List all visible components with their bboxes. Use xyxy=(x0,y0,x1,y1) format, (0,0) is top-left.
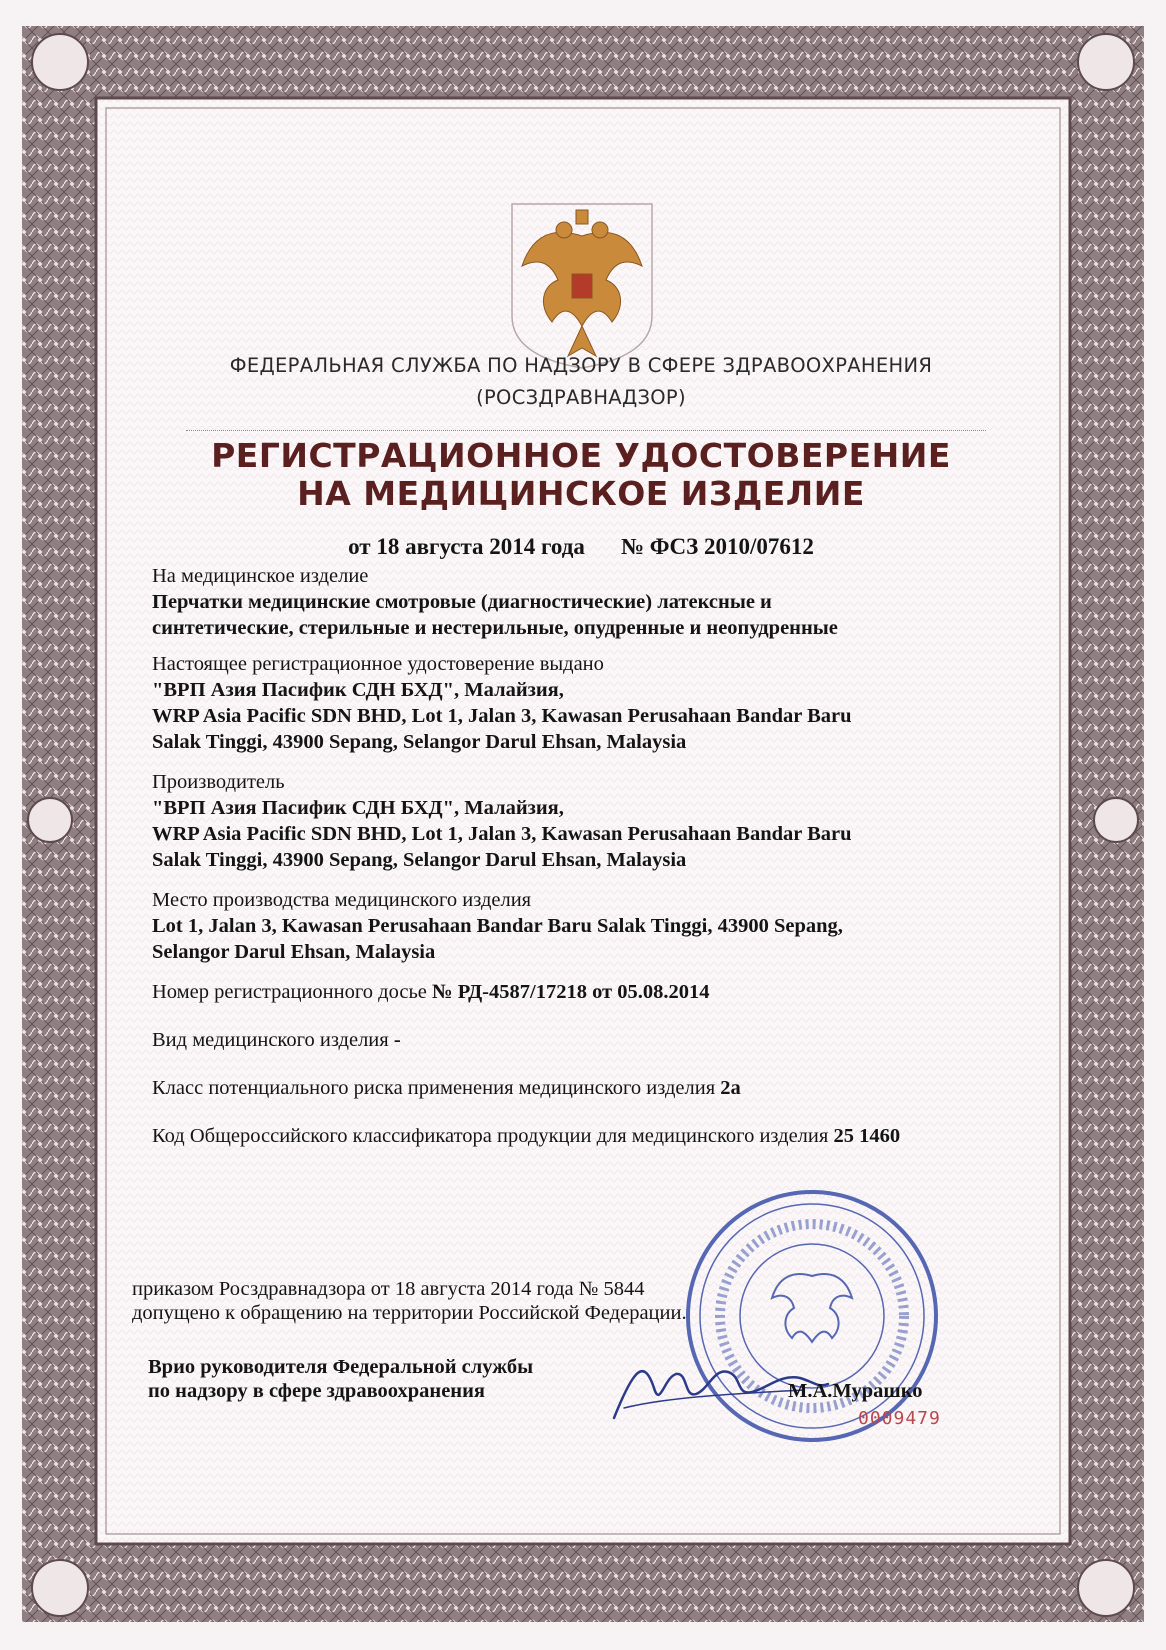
risk-class-value: 2а xyxy=(720,1077,741,1099)
device-label: На медицинское изделие xyxy=(152,565,369,587)
risk-class-label: Класс потенциального риска применения медицинского изделия xyxy=(152,1077,721,1099)
device-name-line1: Перчатки медицинские смотровые (диагностические) латексные и xyxy=(152,591,772,613)
production-site-line1: Lot 1, Jalan 3, Kawasan Perusahaan Bandar Baru Salak Tinggi, 43900 Sepang, xyxy=(152,915,843,937)
okp-code-label: Код Общероссийского классификатора продукции для медицинского изделия xyxy=(152,1125,834,1147)
document-subtitle: НА МЕДИЦИНСКОЕ ИЗДЕЛИЕ xyxy=(297,474,865,513)
holder-line2: WRP Asia Pacific SDN BHD, Lot 1, Jalan 3, Kawasan Perusahaan Bandar Baru xyxy=(152,705,852,727)
device-type-label: Вид медицинского изделия xyxy=(152,1029,394,1051)
holder-line3: Salak Tinggi, 43900 Sepang, Selangor Darul Ehsan, Malaysia xyxy=(152,731,687,753)
order-line2: допущено к обращению на территории Российской Федерации. xyxy=(132,1302,687,1324)
signatory-position-line2: по надзору в сфере здравоохранения xyxy=(148,1380,486,1402)
bottom-block xyxy=(116,118,1046,1518)
signatory-position-line1: Врио руководителя Федеральной службы xyxy=(148,1356,534,1378)
agency-name: ФЕДЕРАЛЬНАЯ СЛУЖБА ПО НАДЗОРУ В СФЕРЕ ЗДРАВООХРАНЕНИЯ xyxy=(229,354,933,377)
order-line1: приказом Росздравнадзора от 18 августа 2014 года № 5844 xyxy=(132,1278,645,1300)
manufacturer-line3: Salak Tinggi, 43900 Sepang, Selangor Darul Ehsan, Malaysia xyxy=(152,849,687,871)
device-type-value: - xyxy=(393,1029,401,1051)
issue-date: от 18 августа 2014 года xyxy=(348,534,585,559)
production-site-label: Место производства медицинского изделия xyxy=(152,889,532,911)
document-title: РЕГИСТРАЦИОННОЕ УДОСТОВЕРЕНИЕ xyxy=(211,436,951,475)
manufacturer-line1: "ВРП Азия Пасифик СДН БХД", Малайзия, xyxy=(152,797,564,819)
manufacturer-label: Производитель xyxy=(152,771,285,793)
holder-label: Настоящее регистрационное удостоверение выдано xyxy=(152,653,604,675)
serial-number: 0009479 xyxy=(858,1408,941,1429)
signatory-name: М.А.Мурашко xyxy=(788,1380,923,1402)
certificate-number: № ФСЗ 2010/07612 xyxy=(620,534,814,559)
production-site-line2: Selangor Darul Ehsan, Malaysia xyxy=(152,941,436,963)
manufacturer-line2: WRP Asia Pacific SDN BHD, Lot 1, Jalan 3, Kawasan Perusahaan Bandar Baru xyxy=(152,823,852,845)
device-name-line2: синтетические, стерильные и нестерильные, опудренные и неопудренные xyxy=(152,617,838,639)
agency-abbreviation: (РОСЗДРАВНАДЗОР) xyxy=(476,386,686,409)
dossier-label: Номер регистрационного досье xyxy=(152,981,433,1003)
holder-line1: "ВРП Азия Пасифик СДН БХД", Малайзия, xyxy=(152,679,564,701)
okp-code-value: 25 1460 xyxy=(833,1125,901,1147)
dossier-value: № РД-4587/17218 от 05.08.2014 xyxy=(432,981,710,1003)
